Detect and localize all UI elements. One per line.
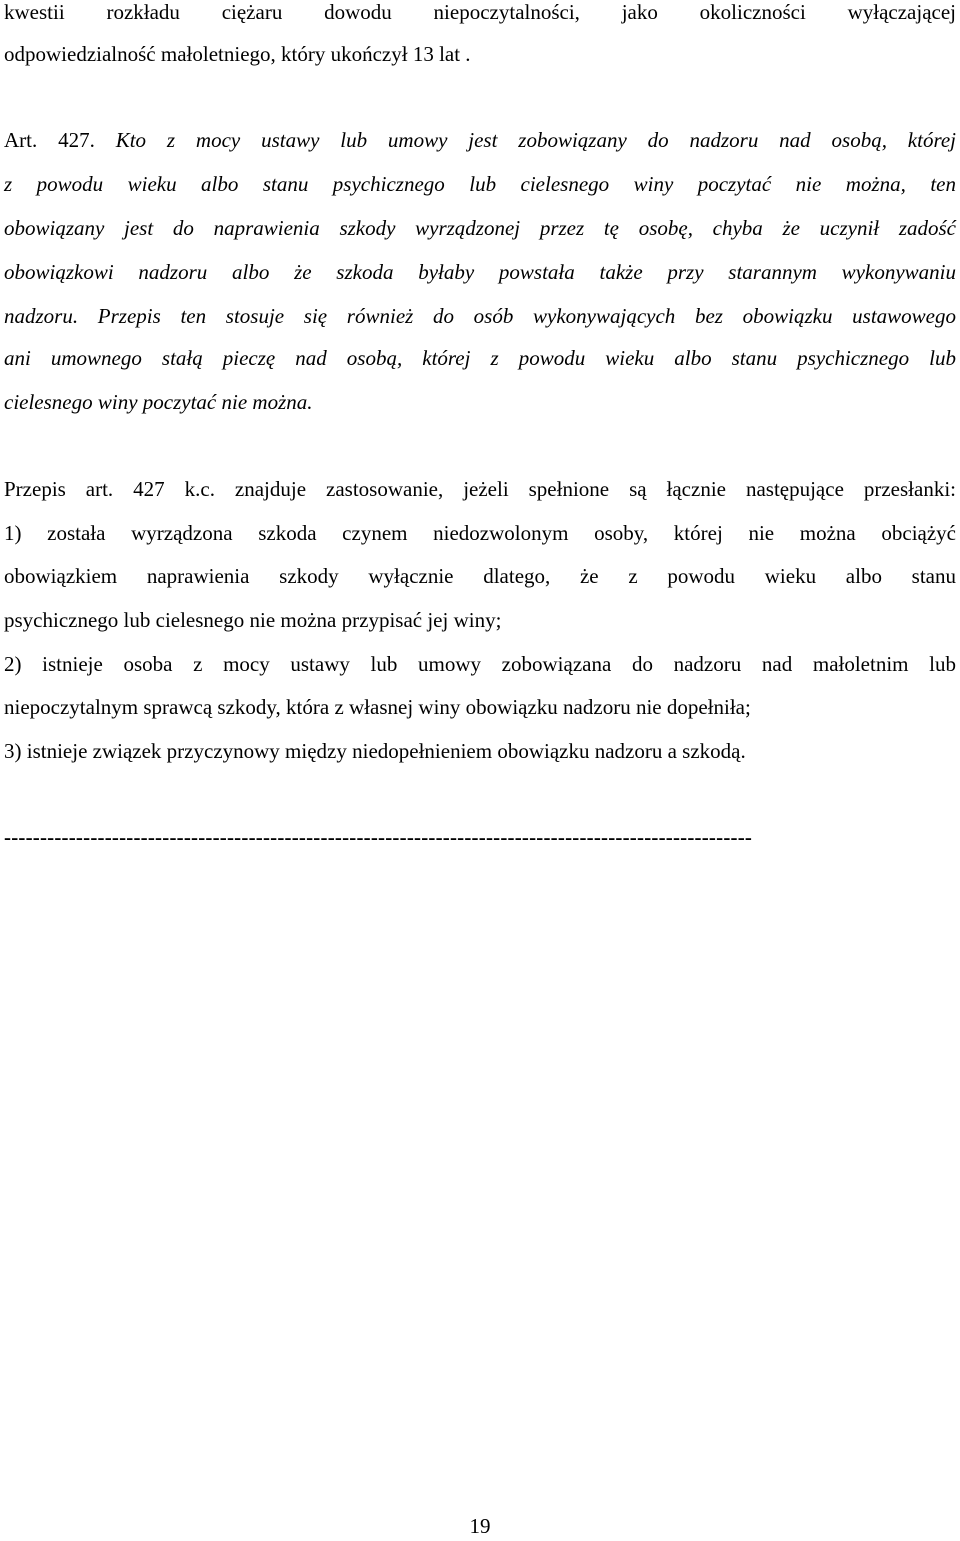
premises-intro: Przepis art. 427 k.c. znajduje zastosowanie, jeżeli spełnione są łącznie następujące przesłanki: [4, 477, 956, 501]
article-line-1 [4, 125, 956, 155]
article-line-2: z powodu wieku albo stanu psychicznego lub cielesnego winy poczytać nie można, ten [4, 172, 956, 196]
article-line-3: obowiązany jest do naprawienia szkody wyrządzonej przez tę osobę, chyba że uczynił zadość [4, 216, 956, 240]
intro-line-1: kwestii rozkładu ciężaru dowodu niepoczytalności, jako okoliczności wyłączającej [4, 0, 956, 24]
article-line-4: obowiązkowi nadzoru albo że szkoda byłaby powstała także przy starannym wykonywaniu [4, 260, 956, 284]
premise-1-line-3: psychicznego lub cielesnego nie można przypisać jej winy; [4, 608, 502, 632]
article-label: Art. 427. [4, 128, 95, 152]
section-separator: -------------------------------------------------------------------------------------------------------- [4, 825, 753, 849]
premise-2-line-1: 2) istnieje osoba z mocy ustawy lub umowy zobowiązana do nadzoru nad małoletnim lub [4, 652, 956, 676]
article-text-start: Kto z mocy ustawy lub umowy jest zobowiązany do nadzoru nad osobą, której [115, 128, 957, 152]
premise-2-line-2: niepoczytalnym sprawcą szkody, która z własnej winy obowiązku nadzoru nie dopełniła; [4, 695, 751, 719]
premise-1-line-2: obowiązkiem naprawienia szkody wyłącznie dlatego, że z powodu wieku albo stanu [4, 564, 956, 588]
intro-line-2: odpowiedzialność małoletniego, który ukończył 13 lat . [4, 42, 471, 66]
article-line-7: cielesnego winy poczytać nie można. [4, 390, 313, 414]
article-line-6: ani umownego stałą pieczę nad osobą, której z powodu wieku albo stanu psychicznego lub [4, 346, 956, 370]
premise-1-line-1: 1) została wyrządzona szkoda czynem niedozwolonym osoby, której nie można obciążyć [4, 521, 956, 545]
page-number: 19 [469, 1514, 491, 1538]
premise-3-line-1: 3) istnieje związek przyczynowy między niedopełnieniem obowiązku nadzoru a szkodą. [4, 739, 746, 763]
article-line-5: nadzoru. Przepis ten stosuje się również do osób wykonywających bez obowiązku ustawowego [4, 304, 956, 328]
